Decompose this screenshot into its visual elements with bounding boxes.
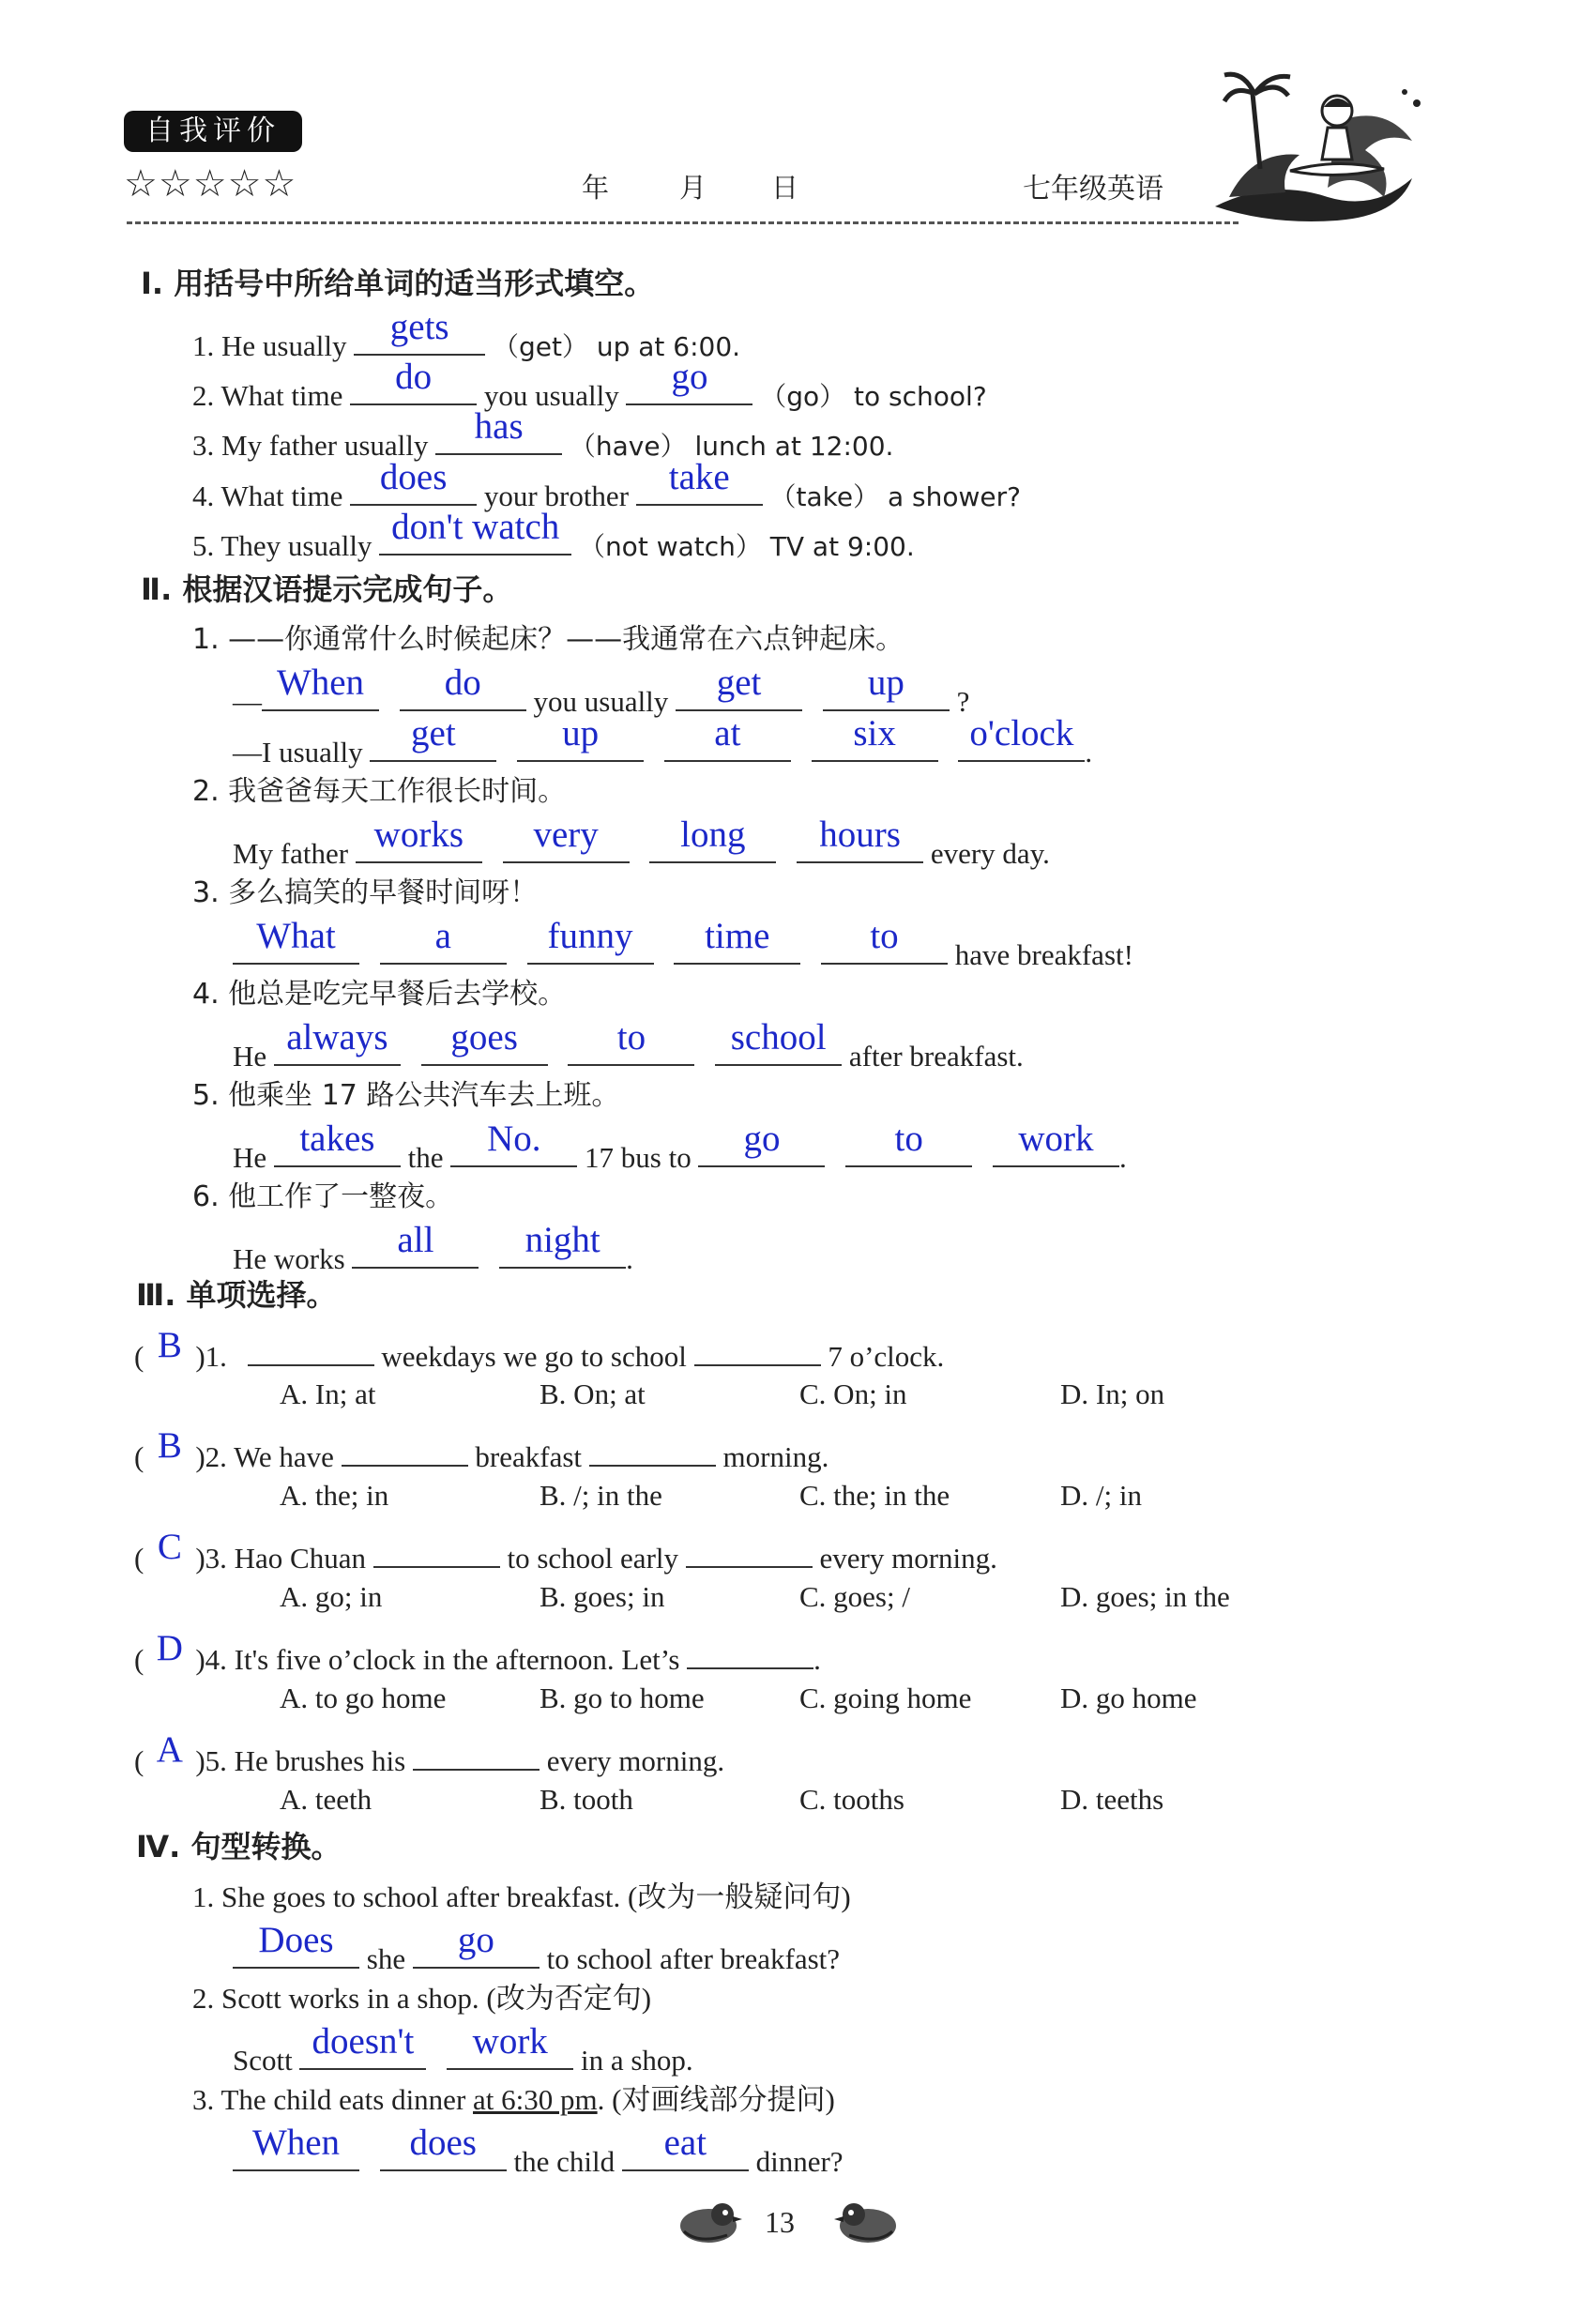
s3-q4: ( D )4. It's five o’clock in the afternoon. Let’s . [134,1628,821,1676]
s3-q3-option-c: C. goes; / [799,1580,910,1613]
s1-q4: 4. What time does your brother take （take） a shower? [192,457,1022,512]
s4-q3-prompt: 3. The child eats dinner at 6:30 pm. (对画线部分提问) [192,2083,835,2116]
s2-q2-prompt: 2. 我爸爸每天工作很长时间。 [192,775,567,808]
s3-q2: ( B )2. We have breakfast morning. [134,1425,829,1473]
self-evaluation-badge: 自我评价 [124,111,302,152]
s2-q5-line: He takes the No. 17 bus to go to work . [233,1119,1127,1174]
s3-q1-option-d: D. In; on [1060,1377,1165,1410]
date-month: 月 [679,172,707,204]
s3-q1-option-b: B. On; at [540,1377,646,1410]
s1-q2-answer1: do [395,357,433,397]
s3-q5-option-d: D. teeths [1060,1783,1164,1816]
s3-q2-option-d: D. /; in [1060,1479,1142,1512]
s3-q3-option-d: D. goes; in the [1060,1580,1230,1613]
s1-q2: 2. What time do you usually go （go） to school? [192,357,987,412]
section1-title: Ⅰ. 用括号中所给单词的适当形式填空。 [141,266,655,301]
s2-q3-line: What a funny time to have breakfast! [233,925,1133,974]
s3-q1-option-a: A. In; at [280,1377,376,1410]
s1-q3-answer: has [474,406,524,447]
s2-q1-prompt: 1. ——你通常什么时候起床？——我通常在六点钟起床。 [192,623,904,656]
s3-q4-option-d: D. go home [1060,1682,1197,1714]
s3-q3: ( C )3. Hao Chuan to school early every morning. [134,1527,997,1575]
s3-q5-option-b: B. tooth [540,1783,633,1816]
s3-q4-answer: D [156,1628,183,1668]
s3-q1-answer: B [157,1325,182,1365]
date-year: 年 [582,172,610,204]
s3-q5-option-a: A. teeth [280,1783,372,1816]
section4-title: Ⅳ. 句型转换。 [136,1829,342,1864]
s3-q2-option-a: A. the; in [280,1479,389,1512]
s2-q5-prompt: 5. 他乘坐 17 路公共汽车去上班。 [192,1079,620,1112]
s3-q4-option-a: A. to go home [280,1682,447,1714]
rating-stars: ☆☆☆☆☆ [124,162,297,205]
s3-q3-answer: C [157,1527,182,1567]
page-number: 13 [765,2205,795,2239]
s3-q5-answer: A [156,1729,183,1770]
s4-q2-line: Scott doesn't work in a shop. [233,2021,693,2077]
date-day: 日 [771,172,799,204]
s3-q4-option-c: C. going home [799,1682,972,1714]
s2-q4-prompt: 4. 他总是吃完早餐后去学校。 [192,978,567,1011]
header-divider [127,221,1239,224]
s2-q4-line: He always goes to school after breakfast. [233,1017,1024,1073]
s4-q1-line: Does she go to school after breakfast? [233,1929,840,1978]
section2-title: Ⅱ. 根据汉语提示完成句子。 [141,571,513,607]
s3-q2-option-b: B. /; in the [540,1479,662,1512]
bird-left-icon [671,2198,746,2250]
s3-q2-option-c: C. the; in the [799,1479,950,1512]
s3-q2-answer: B [157,1425,182,1466]
s4-q2-prompt: 2. Scott works in a shop. (改为否定句) [192,1982,652,2015]
s2-q6-line: He works all night . [233,1220,633,1275]
s1-q5: 5. They usually don't watch （not watch） TV at 9:00. [192,507,915,562]
s1-q4-answer2: take [668,457,730,497]
s4-q3-underlined-phrase: at 6:30 pm [473,2083,598,2116]
s3-q5: ( A )5. He brushes his every morning. [134,1729,725,1777]
s1-q3: 3. My father usually has （have） lunch at 12:00. [192,406,894,462]
s1-q1-answer: gets [389,307,449,347]
s3-q1-option-c: C. On; in [799,1377,907,1410]
s4-q3-line: When does the child eat dinner? [233,2132,844,2181]
s2-q1-line1: — When do you usually get up ? [233,662,970,718]
s2-q2-line: My father works very long hours every day. [233,814,1050,870]
s2-q6-prompt: 6. 他工作了一整夜。 [192,1180,454,1213]
subject-label: 七年级英语 [1023,173,1163,205]
s1-q5-answer: don't watch [391,507,560,547]
bird-right-icon [830,2198,905,2250]
s3-q5-option-c: C. tooths [799,1783,904,1816]
s1-q2-answer2: go [671,357,708,397]
s2-q1-line2: —I usually get up at six o'clock . [233,713,1093,769]
section3-title: Ⅲ. 单项选择。 [136,1277,337,1313]
s4-q1-prompt: 1. She goes to school after breakfast. (改为一般疑问句) [192,1880,851,1913]
s3-q3-option-a: A. go; in [280,1580,383,1613]
surfer-illustration [1196,66,1431,225]
s1-q4-answer1: does [379,457,448,497]
s3-q4-option-b: B. go to home [540,1682,705,1714]
s3-q3-option-b: B. goes; in [540,1580,665,1613]
s2-q3-prompt: 3. 多么搞笑的早餐时间呀！ [192,876,539,909]
s3-q1: ( B )1. weekdays we go to school 7 o’clock. [134,1325,945,1373]
s1-q1: 1. He usually gets （get） up at 6:00. [192,307,741,362]
